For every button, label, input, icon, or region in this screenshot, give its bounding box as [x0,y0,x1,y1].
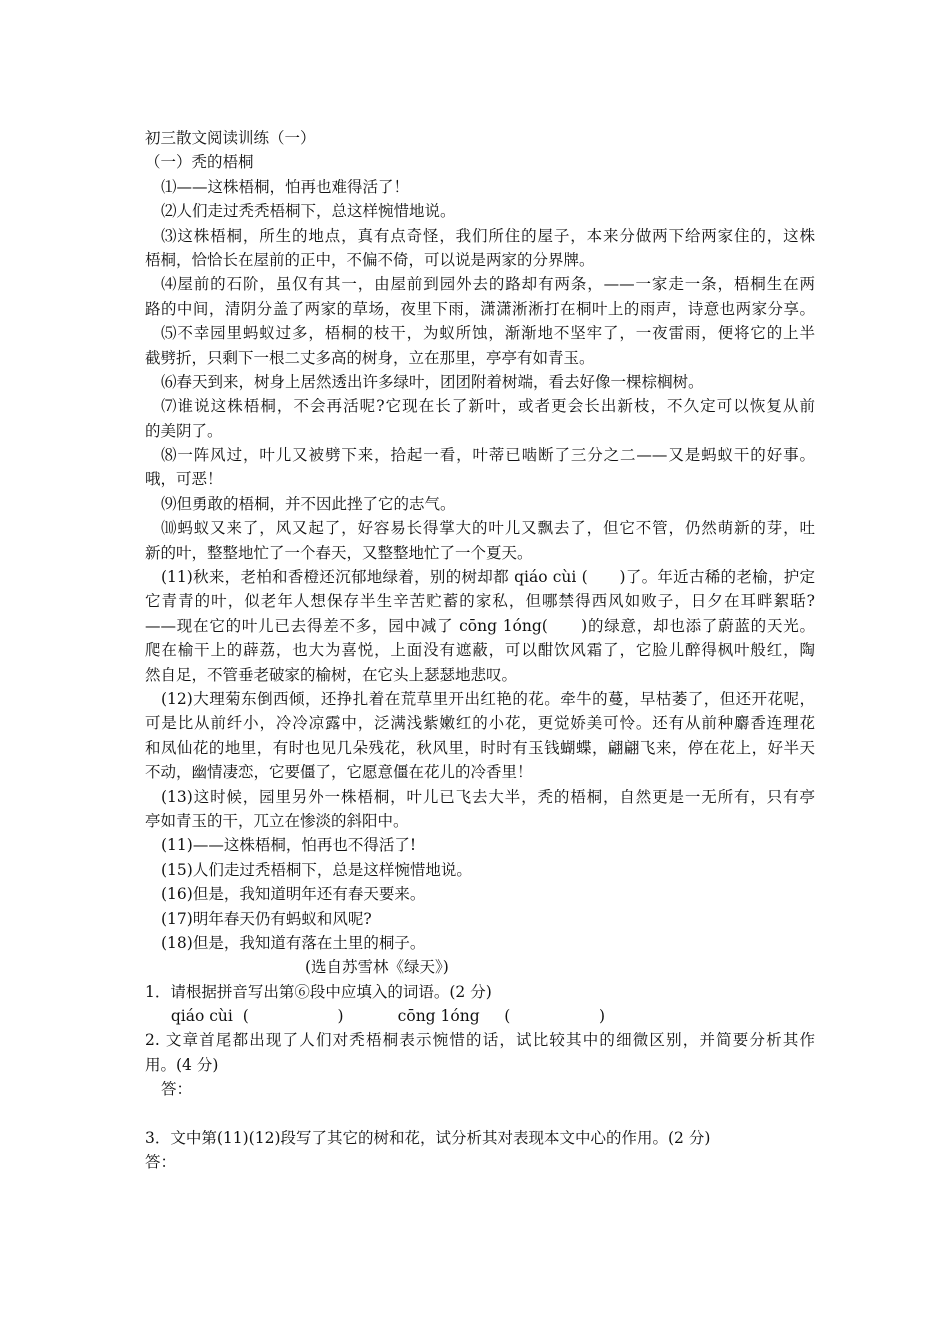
text-line-p8b: 哦，可恶！ [145,470,223,489]
text-line-p16: (16)但是，我知道明年还有春天要来。 [161,885,426,904]
text-line-p3b: 梧桐，恰恰长在屋前的正中，不偏不倚，可以说是两家的分界牌。 [145,250,595,269]
text-line-q2a: 2. 文章首尾都出现了人们对秃梧桐表示惋惜的话，试比较其中的细微区别，并简要分析其作 [145,1031,815,1050]
text-line-p12d: 不动，幽情凄恋，它要僵了，它愿意僵在花儿的冷香里！ [145,763,533,782]
text-line-p17: (17)明年春天仍有蚂蚁和风呢? [161,909,372,928]
document-body [145,126,815,1175]
text-line-p1: ⑴——这株梧桐，怕再也难得活了！ [161,177,410,196]
text-line-subtitle: （一）秃的梧桐 [145,153,254,172]
text-line-p12b: 可是比从前纤小，冷冷凉露中，泛满浅紫嫩红的小花，更觉娇美可怜。还有从前种麝香连理花 [145,714,815,733]
text-line-q1: 1．请根据拼音写出第⑥段中应填入的词语。(2 分) [145,982,492,1001]
text-line-p4a: ⑷屋前的石阶，虽仅有其一，由屋前到园外去的路却有两条，——一家走一条，梧桐生在两 [161,275,815,294]
text-line-p6: ⑹春天到来，树身上居然透出许多绿叶，团团附着树端，看去好像一棵棕榈树。 [161,372,704,391]
text-line-p2: ⑵人们走过秃秃梧桐下，总这样惋惜地说。 [161,202,456,221]
text-line-p13a: (13)这时候，园里另外一株梧桐，叶儿已飞去大半，秃的梧桐，自然更是一无所有，只有亭 [161,787,815,806]
text-line-p5b: 截劈折，只剩下一根二丈多高的树身，立在那里，亭亭有如青玉。 [145,348,595,367]
text-line-q3: 3．文中第(11)(12)段写了其它的树和花，试分析其对表现本文中心的作用。(2 分) [145,1129,711,1148]
text-line-p18: (18)但是，我知道有落在土里的桐子。 [161,933,426,952]
text-line-p10b: 新的叶，整整地忙了一个春天，又整整地忙了一个夏天。 [145,543,533,562]
text-line-p7a: ⑺谁说这株梧桐，不会再活呢?它现在长了新叶，或者更会长出新枝，不久定可以恢复从前 [161,397,815,416]
text-line-source: (选自苏雪林《绿天》) [305,958,449,977]
text-line-gap1 [145,1102,815,1126]
text-line-p11e: 然自足，不管垂老破家的榆树，在它头上瑟瑟地悲叹。 [145,665,518,684]
text-line-p13b: 亭如青玉的干，兀立在惨淡的斜阳中。 [145,811,409,830]
text-line-p3a: ⑶这株梧桐，所生的地点，真有点奇怪，我们所住的屋子，本来分做两下给两家住的，这株 [161,226,815,245]
text-line-q1b: qiáo cùi ( ) cōng 1óng ( ) [161,1007,606,1026]
text-line-p10a: ⑽蚂蚁又来了，风又起了，好容易长得掌大的叶儿又飘去了，但它不管，仍然萌新的芽，吐 [161,519,815,538]
text-line-title: 初三散文阅读训练（一） [145,129,316,147]
text-line-p15: (15)人们走过秃梧桐下，总是这样惋惜地说。 [161,860,472,879]
text-line-p11a: (11)秋来，老柏和香橙还沉郁地绿着，别的树却都 qiáo cùi ( )了。年近古稀的老榆，护定 [161,568,815,587]
text-line-p11d: 爬在榆干上的薜荔，也大为喜悦，上面没有遮蔽，可以酣饮风霜了，它脸儿醉得枫叶般红，陶 [145,641,815,660]
text-line-p12a: (12)大理菊东倒西倾，还挣扎着在荒草里开出红艳的花。牵牛的蔓，早枯萎了，但还开花呢， [161,689,815,708]
text-line-q3b: 答： [145,1153,177,1172]
text-line-q2c: 答： [161,1080,193,1099]
text-line-p9: ⑼但勇敢的梧桐，并不因此挫了它的志气。 [161,494,456,513]
text-line-p5a: ⑸不幸园里蚂蚁过多，梧桐的枝干，为蚁所蚀，渐渐地不坚牢了，一夜雷雨，便将它的上半 [161,324,815,343]
text-line-p7b: 的美阴了。 [145,421,223,440]
text-line-p11b: 它青青的叶，似老年人想保存半生辛苦贮蓄的家私，但哪禁得西风如败子，日夕在耳畔絮聒? [145,592,815,611]
text-line-p11c: ——现在它的叶儿已去得差不多，园中减了 cōng 1óng( )的绿意，却也添了蔚蓝的天光。 [145,616,815,635]
text-line-p12c: 和凤仙花的地里，有时也见几朵残花，秋风里，时时有玉钱蝴蝶，翩翩飞来，停在花上，好半天 [145,738,815,757]
text-line-p4b: 路的中间，清阴分盖了两家的草场，夜里下雨，潇潇淅淅打在桐叶上的雨声，诗意也两家分享。 [145,299,815,318]
text-line-p14: (11)——这株梧桐，怕再也不得活了! [161,836,417,855]
text-line-q2b: 用。(4 分) [145,1055,219,1074]
text-line-p8a: ⑻一阵风过，叶儿又被劈下来，拾起一看，叶蒂已啮断了三分之二——又是蚂蚁干的好事。 [161,446,815,465]
